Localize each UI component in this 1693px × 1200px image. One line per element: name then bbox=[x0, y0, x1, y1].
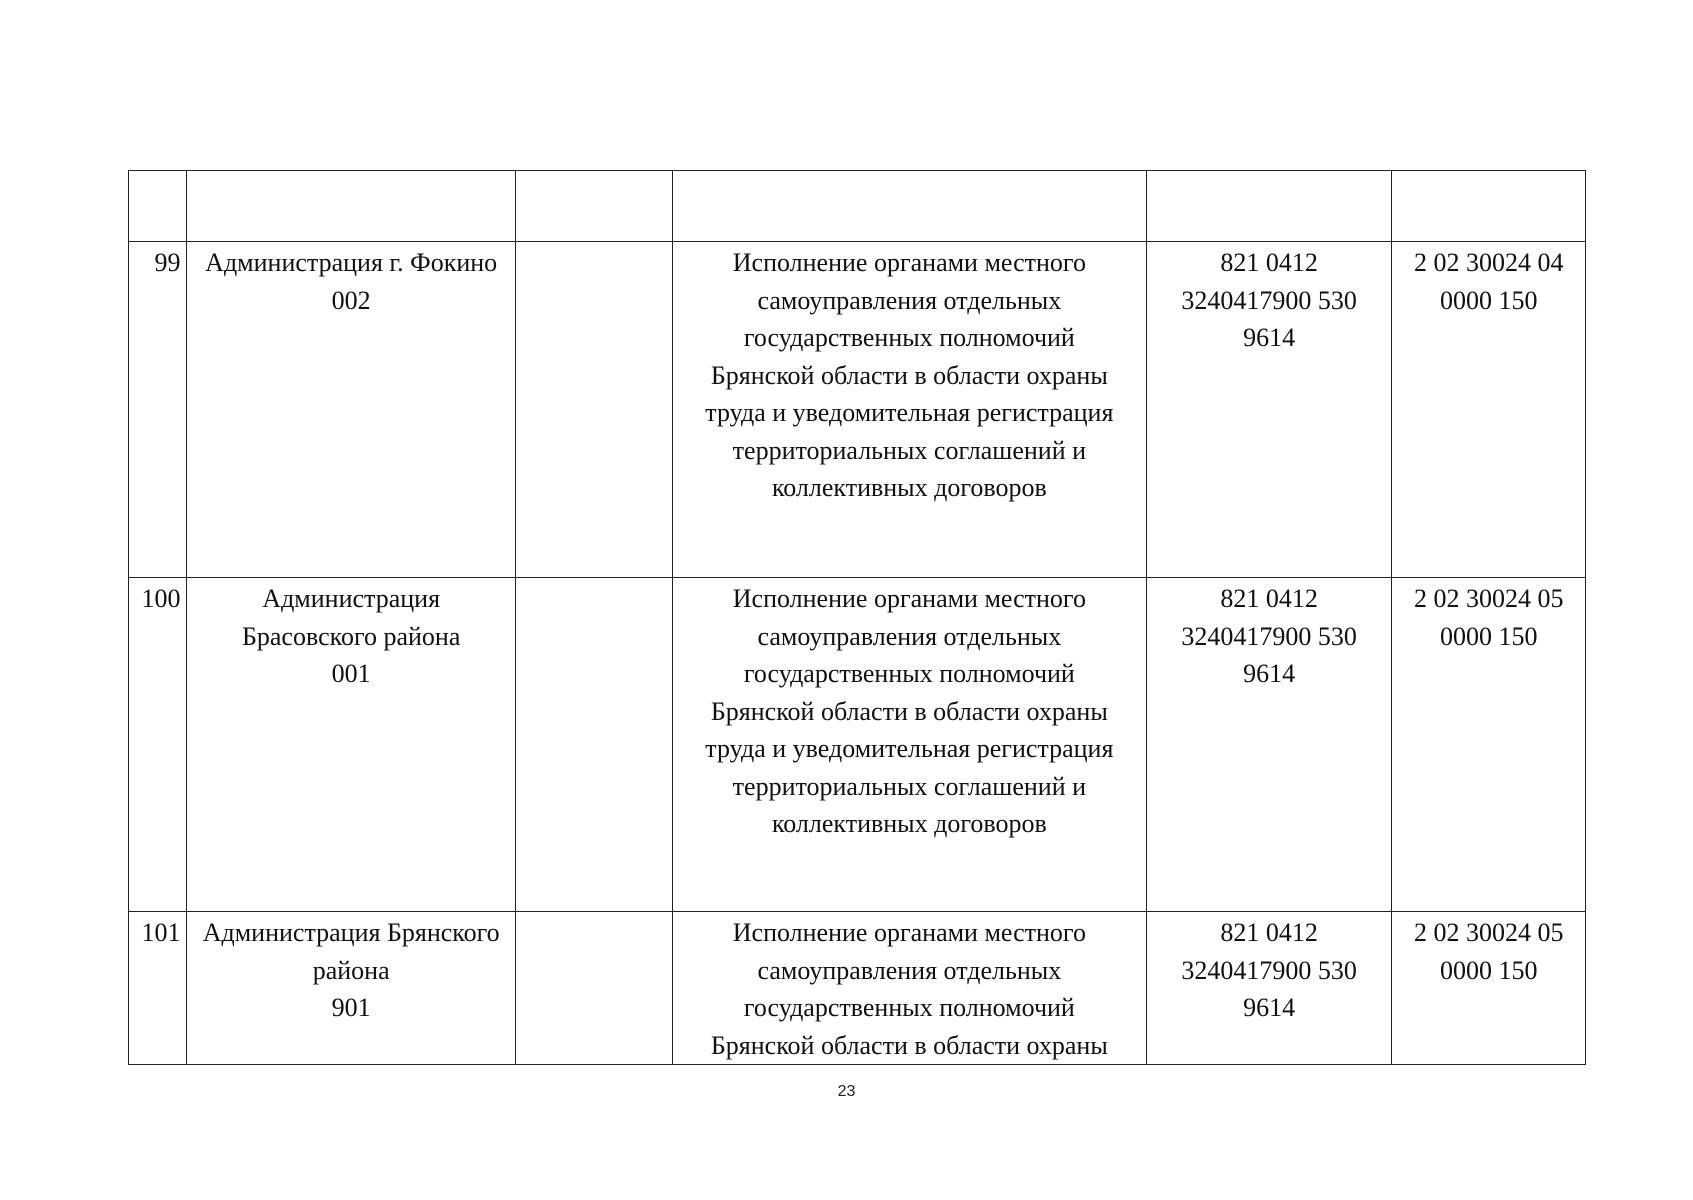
income-code-line: 2 02 30024 04 bbox=[1413, 248, 1564, 277]
description-line: Исполнение органами местного bbox=[732, 584, 1086, 613]
blank-cell bbox=[515, 912, 672, 1065]
table-row bbox=[129, 912, 1586, 1065]
budget-code-line: 9614 bbox=[1243, 323, 1296, 352]
description-line: труда и уведомительная регистрация bbox=[705, 734, 1114, 763]
budget-code-cell bbox=[1146, 242, 1392, 578]
income-code-line: 2 02 30024 05 bbox=[1413, 918, 1564, 947]
table-header-row bbox=[129, 171, 1586, 242]
description-line: Исполнение органами местного bbox=[732, 248, 1086, 277]
budget-code-line: 821 0412 bbox=[1220, 918, 1318, 947]
description-line: Исполнение органами местного bbox=[732, 918, 1086, 947]
budget-table bbox=[128, 170, 1586, 1065]
budget-code-line: 821 0412 bbox=[1220, 584, 1318, 613]
row-number: 99 bbox=[129, 242, 187, 578]
description-line: территориальных соглашений и bbox=[732, 435, 1087, 465]
income-code-line: 0000 150 bbox=[1439, 621, 1538, 651]
header-cell-number bbox=[129, 171, 187, 242]
description-cell bbox=[673, 912, 1147, 1065]
organization-line: района bbox=[312, 955, 390, 985]
description-line: коллективных договоров bbox=[771, 809, 1047, 838]
row-number: 100 bbox=[129, 578, 187, 912]
organization-cell bbox=[187, 578, 515, 912]
organization-cell bbox=[187, 242, 515, 578]
organization-line: Администрация bbox=[262, 584, 441, 613]
header-cell-organization bbox=[187, 171, 515, 242]
blank-cell bbox=[515, 242, 672, 578]
organization-code: 002 bbox=[331, 285, 371, 315]
budget-code-line: 9614 bbox=[1243, 659, 1296, 688]
income-code-cell bbox=[1392, 578, 1586, 912]
budget-code-cell bbox=[1146, 578, 1392, 912]
description-line: самоуправления отдельных bbox=[757, 955, 1062, 985]
header-cell-description bbox=[673, 171, 1147, 242]
description-line: Брянской области в области охраны bbox=[710, 696, 1108, 726]
organization-line: Администрация Брянского bbox=[202, 918, 500, 947]
header-cell-budget-code bbox=[1146, 171, 1392, 242]
organization-line: Брасовского района bbox=[241, 621, 461, 651]
organization-code: 901 bbox=[331, 993, 371, 1022]
budget-code-line: 3240417900 530 bbox=[1181, 955, 1357, 985]
income-code-line: 2 02 30024 05 bbox=[1413, 584, 1564, 613]
income-code-cell bbox=[1392, 912, 1586, 1065]
description-line: самоуправления отдельных bbox=[757, 621, 1062, 651]
budget-code-line: 3240417900 530 bbox=[1181, 285, 1357, 315]
organization-code: 001 bbox=[331, 659, 371, 688]
row-number: 101 bbox=[129, 912, 187, 1065]
budget-code-cell bbox=[1146, 912, 1392, 1065]
header-cell-income-code bbox=[1392, 171, 1586, 242]
budget-code-line: 3240417900 530 bbox=[1181, 621, 1357, 651]
description-line: самоуправления отдельных bbox=[757, 285, 1062, 315]
description-line: Брянской области в области охраны bbox=[710, 1030, 1108, 1060]
description-line: государственных полномочий bbox=[743, 993, 1075, 1022]
description-line: территориальных соглашений и bbox=[732, 771, 1087, 801]
budget-code-line: 821 0412 bbox=[1220, 248, 1318, 277]
description-line: труда и уведомительная регистрация bbox=[705, 398, 1114, 427]
income-code-line: 0000 150 bbox=[1439, 955, 1538, 985]
budget-code-line: 9614 bbox=[1243, 993, 1296, 1022]
income-code-line: 0000 150 bbox=[1439, 285, 1538, 315]
organization-line: Администрация г. Фокино bbox=[205, 248, 498, 277]
description-cell bbox=[673, 242, 1147, 578]
table-row bbox=[129, 578, 1586, 912]
header-cell-blank bbox=[515, 171, 672, 242]
table-row bbox=[129, 242, 1586, 578]
page-number: 23 bbox=[837, 1083, 856, 1100]
description-line: Брянской области в области охраны bbox=[710, 360, 1108, 390]
description-line: коллективных договоров bbox=[771, 473, 1047, 502]
description-cell bbox=[673, 578, 1147, 912]
income-code-cell bbox=[1392, 242, 1586, 578]
description-line: государственных полномочий bbox=[743, 659, 1075, 688]
blank-cell bbox=[515, 578, 672, 912]
organization-cell bbox=[187, 912, 515, 1065]
description-line: государственных полномочий bbox=[743, 323, 1075, 352]
